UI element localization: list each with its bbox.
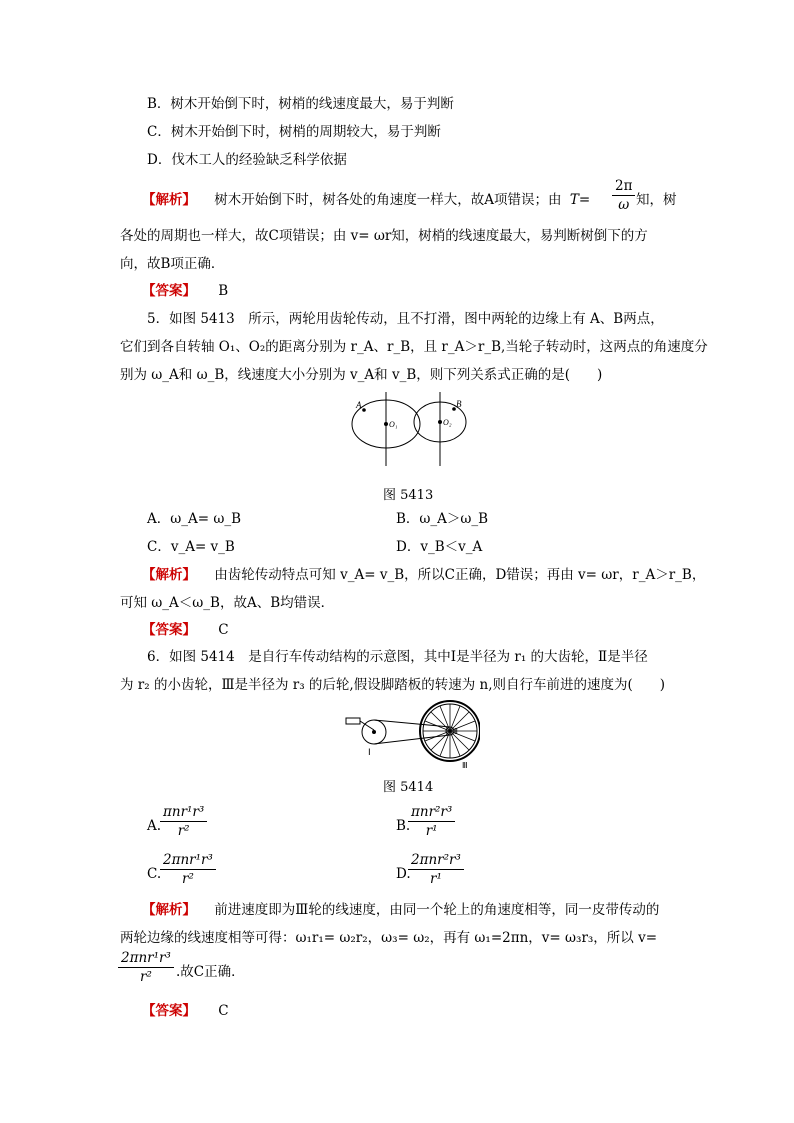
q6-analysis-fraction xyxy=(118,950,174,985)
q5-answer xyxy=(142,620,229,640)
q6-analysis-line1 xyxy=(142,900,659,920)
gear-transmission-figure xyxy=(346,392,482,466)
q5-stem-line2: 它们到各自转轴 O₁、O₂的距离分别为 r_A、r_B，且 r_A＞r_B,当轮子转动时，这两点的角速度分 xyxy=(120,339,708,355)
q6-answer xyxy=(142,1001,229,1021)
fraction-denominator: r² xyxy=(177,823,190,839)
fraction-denominator: r¹ xyxy=(425,823,438,839)
q6-option-b-label: B. xyxy=(396,818,411,834)
fraction-denominator: r² xyxy=(140,969,152,985)
q4-answer xyxy=(142,281,228,301)
q6-option-a-label: A. xyxy=(147,818,162,834)
q4-period-fraction xyxy=(612,178,635,213)
q5-analysis-line1 xyxy=(142,565,705,585)
q5-option-c: C．v_A= v_B xyxy=(147,539,235,555)
label-iii: Ⅲ xyxy=(462,761,468,770)
q6-option-c-label: C. xyxy=(147,866,162,882)
label-o1: O₁ xyxy=(389,420,398,429)
q5-option-d: D．v_B＜v_A xyxy=(396,539,483,555)
q6-option-d-fraction xyxy=(408,852,464,887)
label-a: A xyxy=(356,400,362,410)
q6-analysis-text1: 前进速度即为Ⅲ轮的线速度，由同一个轮上的角速度相等，同一皮带传动的 xyxy=(214,902,660,918)
fraction-numerator: πnr¹r³ xyxy=(163,804,205,820)
q4-analysis-text1b: 知，树 xyxy=(636,192,677,208)
label-o2: O₂ xyxy=(443,418,452,427)
q4-option-c: C．树木开始倒下时，树梢的周期较大，易于判断 xyxy=(147,124,441,140)
fraction-numerator: πnr²r³ xyxy=(411,804,453,820)
answer-tag: 【答案】 xyxy=(142,622,196,638)
q6-option-a-fraction xyxy=(160,804,207,839)
q4-option-d: D．伐木工人的经验缺乏科学依据 xyxy=(147,152,347,168)
q5-option-b: B．ω_A＞ω_B xyxy=(396,511,489,527)
q6-option-c-fraction xyxy=(160,852,216,887)
label-i: Ⅰ xyxy=(368,747,371,757)
figure-caption-5413: 图 5413 xyxy=(383,488,434,503)
fraction-numerator: 2πnr²r³ xyxy=(411,852,461,868)
answer-value: B xyxy=(218,283,229,299)
chain-top xyxy=(374,720,450,727)
fraction-denominator: r² xyxy=(182,871,194,887)
analysis-tag: 【解析】 xyxy=(142,192,196,208)
figure-caption-5414: 图 5414 xyxy=(383,780,434,795)
pedal xyxy=(346,718,360,724)
o2-center xyxy=(438,420,442,424)
q6-stem-line1: 6．如图 5414 是自行车传动结构的示意图，其中Ⅰ是半径为 r₁ 的大齿轮，Ⅱ是半径 xyxy=(147,649,648,665)
point-a xyxy=(362,408,366,412)
q4-analysis-line2: 各处的周期也一样大，故C项错误；由 v= ωr知，树梢的线速度最大，易判断树倒下的方 xyxy=(120,228,648,244)
label-ii: Ⅱ xyxy=(454,727,458,736)
q5-analysis-line2: 可知 ω_A＜ω_B，故A、B均错误． xyxy=(120,595,335,611)
label-b: B xyxy=(456,399,462,409)
answer-tag: 【答案】 xyxy=(142,1003,196,1019)
q6-analysis-line3: .故C正确． xyxy=(176,964,245,980)
fraction-denominator: r¹ xyxy=(430,871,442,887)
q6-stem-line2: 为 r₂ 的小齿轮，Ⅲ是半径为 r₃ 的后轮,假设脚踏板的转速为 n,则自行车前进的速度为( ) xyxy=(120,677,666,693)
q4-period-eq: T= xyxy=(569,192,591,208)
fraction-numerator: 2πnr¹r³ xyxy=(163,852,213,868)
q4-analysis-text1: 树木开始倒下时，树各处的角速度一样大，故A项错误；由 xyxy=(214,192,562,208)
q5-option-a: A．ω_A= ω_B xyxy=(147,511,242,527)
q5-stem-line1: 5．如图 5413 所示，两轮用齿轮传动，且不打滑，图中两轮的边缘上有 A、B两点， xyxy=(147,311,664,327)
q6-option-d-label: D. xyxy=(396,866,411,882)
q6-option-b-fraction xyxy=(408,804,455,839)
fraction-numerator: 2π xyxy=(615,178,633,194)
analysis-tag: 【解析】 xyxy=(142,902,196,918)
o1-center xyxy=(384,422,388,426)
fraction-numerator: 2πnr¹r³ xyxy=(121,950,171,966)
q4-option-b: B．树木开始倒下时，树梢的线速度最大，易于判断 xyxy=(147,96,454,112)
bicycle-transmission-figure xyxy=(344,700,480,770)
analysis-tag: 【解析】 xyxy=(142,567,196,583)
fraction-denominator: ω xyxy=(618,197,630,213)
q5-stem-line3: 别为 ω_A和 ω_B，线速度大小分别为 v_A和 v_B，则下列关系式正确的是( ) xyxy=(120,367,603,383)
q6-analysis-line2: 两轮边缘的线速度相等可得：ω₁r₁= ω₂r₂，ω₃= ω₂，再有 ω₁=2πn，v= ω₃r₃，所以 v= xyxy=(120,930,658,946)
answer-tag: 【答案】 xyxy=(142,283,196,299)
answer-value: C xyxy=(218,1003,229,1019)
q4-analysis-line3: 向，故B项正确． xyxy=(120,256,225,272)
q4-analysis-line1 xyxy=(142,190,590,210)
answer-value: C xyxy=(218,622,229,638)
q5-analysis-text1: 由齿轮传动特点可知 v_A= v_B，所以C正确，D错误；再由 v= ωr，r_A＞r_B， xyxy=(214,567,706,583)
